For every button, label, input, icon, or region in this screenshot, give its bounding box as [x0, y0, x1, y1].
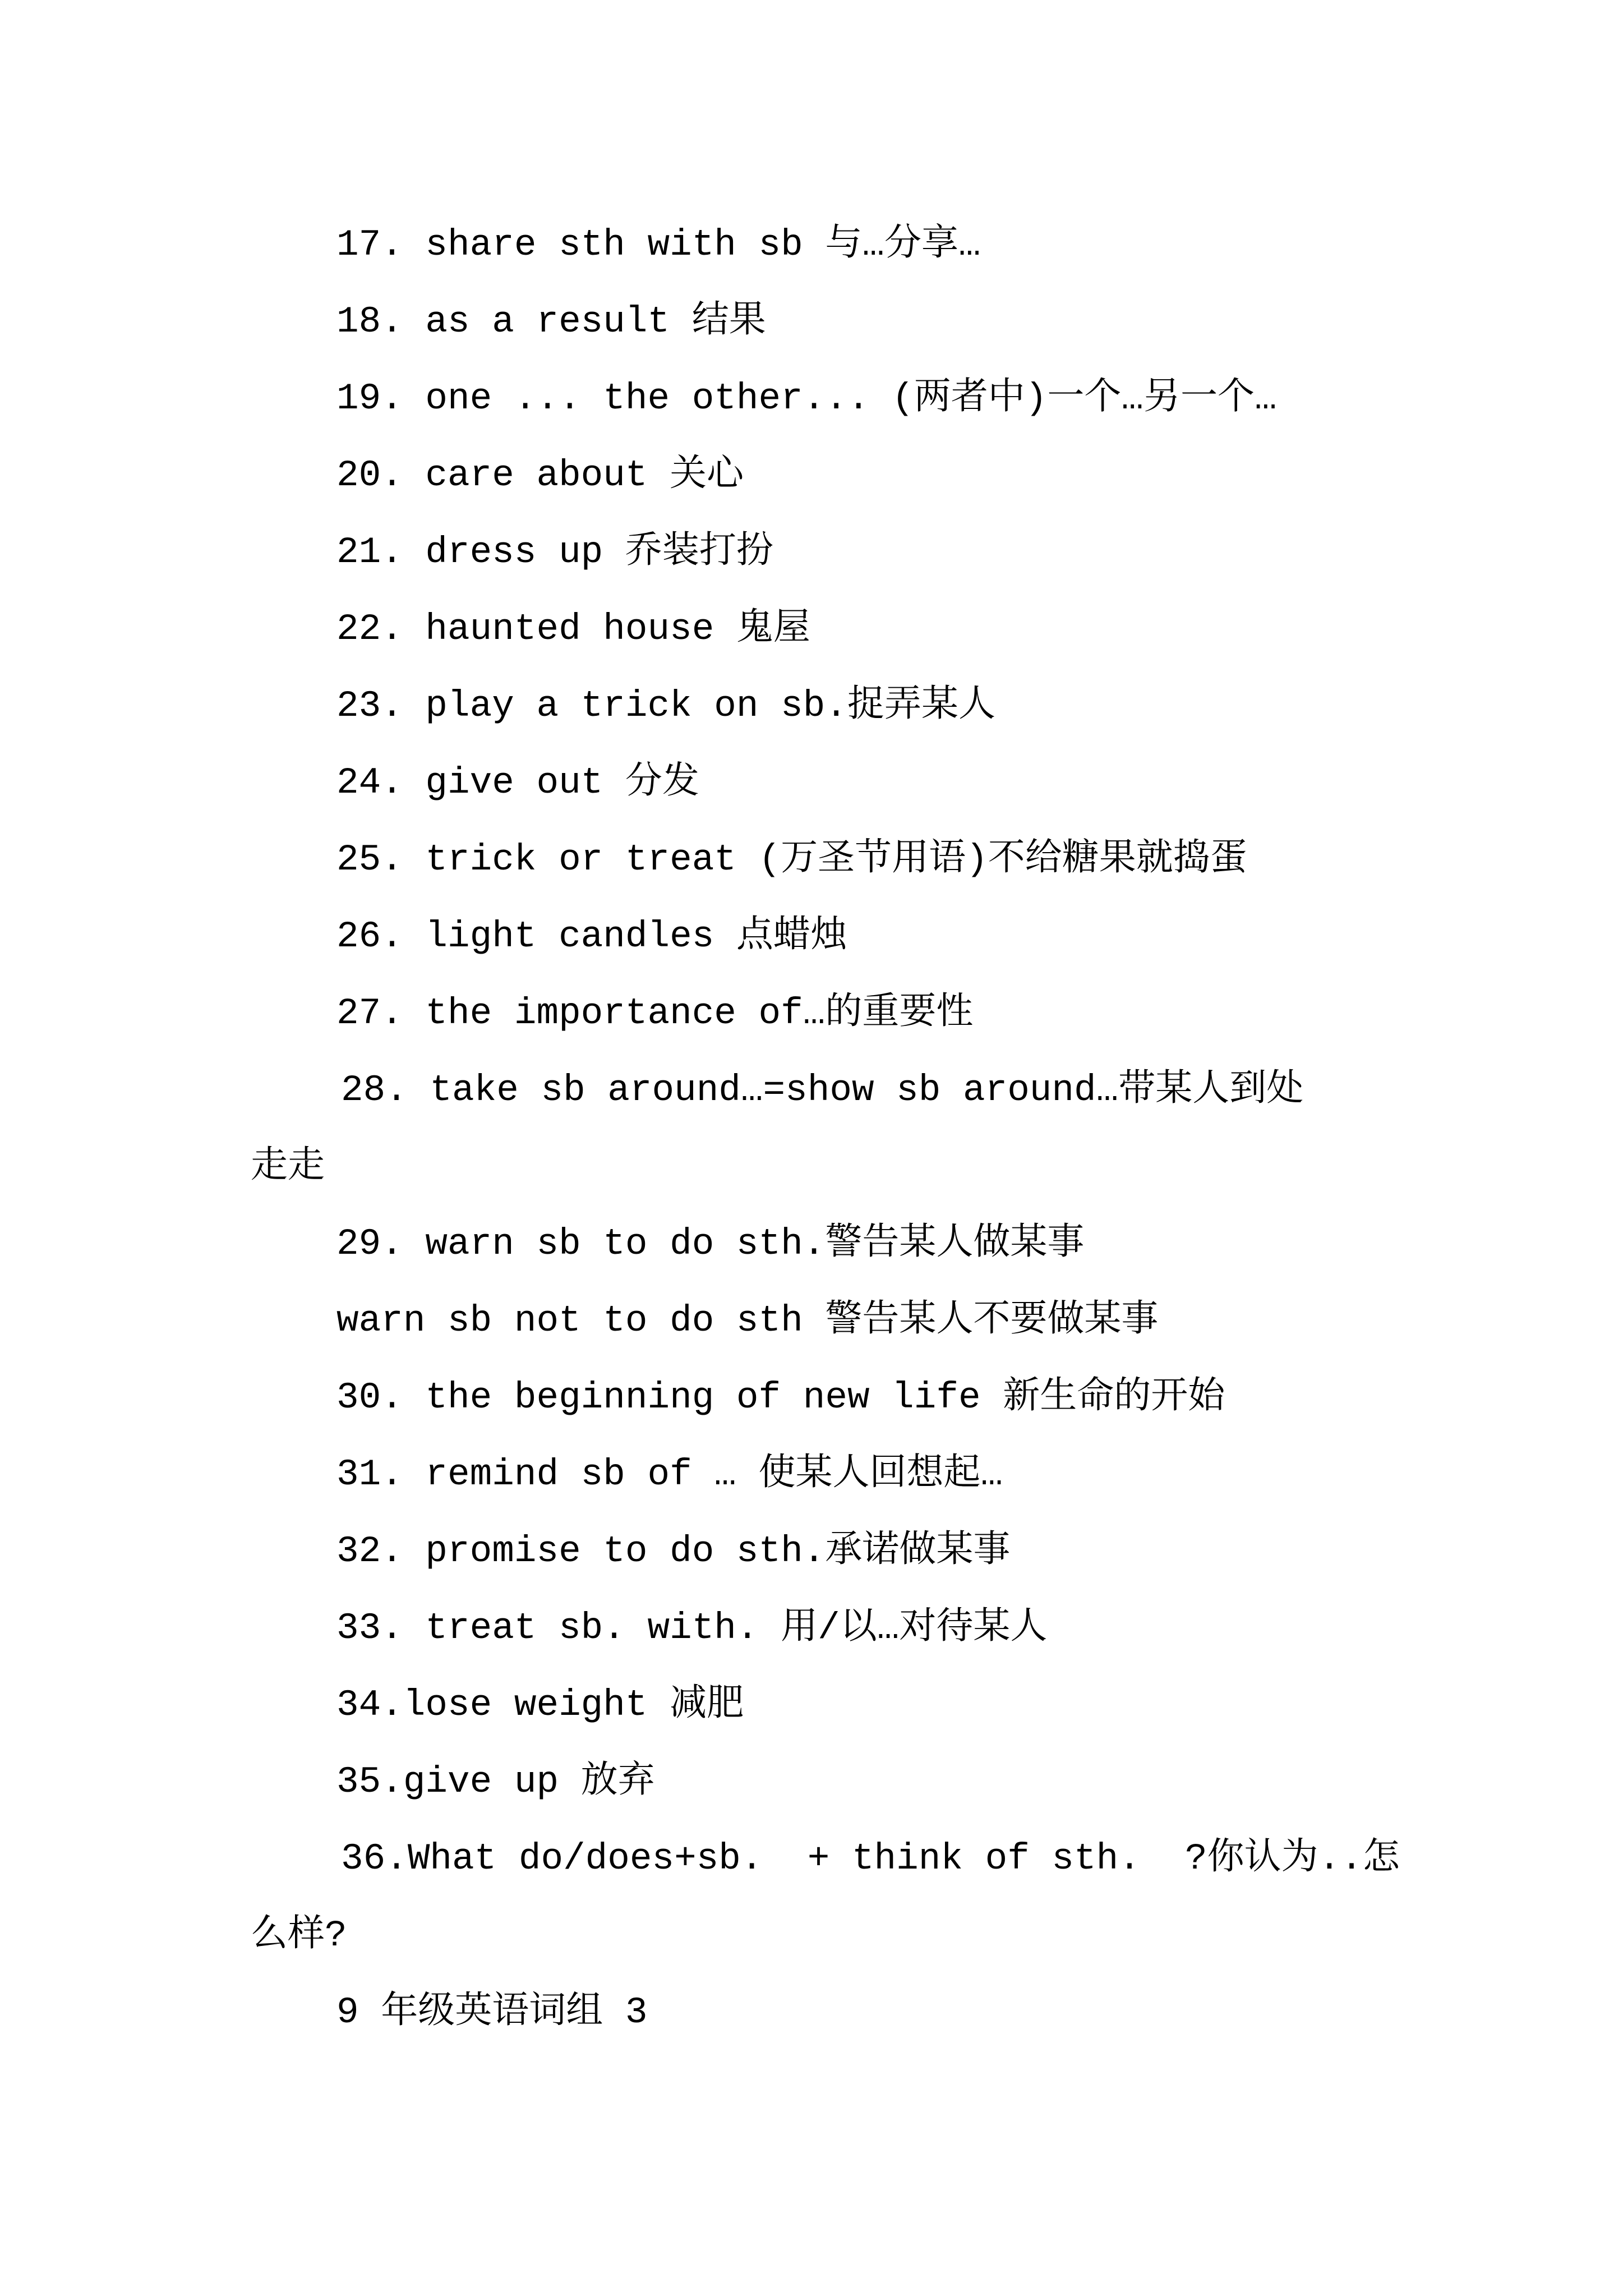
- entry-28-continuation: 走走: [251, 1146, 325, 1188]
- entry-36-continuation: 么样?: [251, 1915, 347, 1957]
- entry-20: 20. care about 关心: [336, 454, 744, 496]
- entry-18: 18. as a result 结果: [336, 301, 766, 343]
- entry-36: 36.What do/does+sb. + think of sth. ?你认为..怎: [341, 1838, 1400, 1880]
- entry-25: 25. trick or treat (万圣节用语)不给糖果就捣蛋: [336, 839, 1247, 881]
- entry-29-sub: warn sb not to do sth 警告某人不要做某事: [336, 1300, 1159, 1342]
- entry-19: 19. one ... the other... (两者中)一个…另一个…: [336, 378, 1277, 420]
- entry-21: 21. dress up 乔装打扮: [336, 531, 773, 573]
- entry-26: 26. light candles 点蜡烛: [336, 915, 847, 958]
- entry-29: 29. warn sb to do sth.警告某人做某事: [336, 1223, 1085, 1265]
- entry-24: 24. give out 分发: [336, 762, 699, 804]
- entry-34: 34.lose weight 减肥: [336, 1684, 744, 1726]
- entry-27: 27. the importance of…的重要性: [336, 992, 974, 1034]
- entry-35: 35.give up 放弃: [336, 1761, 655, 1803]
- entry-17: 17. share sth with sb 与…分享…: [336, 224, 981, 266]
- entry-33: 33. treat sb. with. 用/以…对待某人: [336, 1607, 1048, 1649]
- entry-28: 28. take sb around…=show sb around…带某人到处: [341, 1069, 1304, 1111]
- entry-32: 32. promise to do sth.承诺做某事: [336, 1530, 1011, 1572]
- entry-23: 23. play a trick on sb.捉弄某人: [336, 685, 995, 727]
- entry-31: 31. remind sb of … 使某人回想起…: [336, 1453, 1003, 1496]
- document-page: [0, 206, 1623, 2051]
- entry-30: 30. the beginning of new life 新生命的开始: [336, 1377, 1225, 1419]
- entry-22: 22. haunted house 鬼屋: [336, 608, 810, 650]
- section-heading: 9 年级英语词组 3: [336, 1991, 648, 2033]
